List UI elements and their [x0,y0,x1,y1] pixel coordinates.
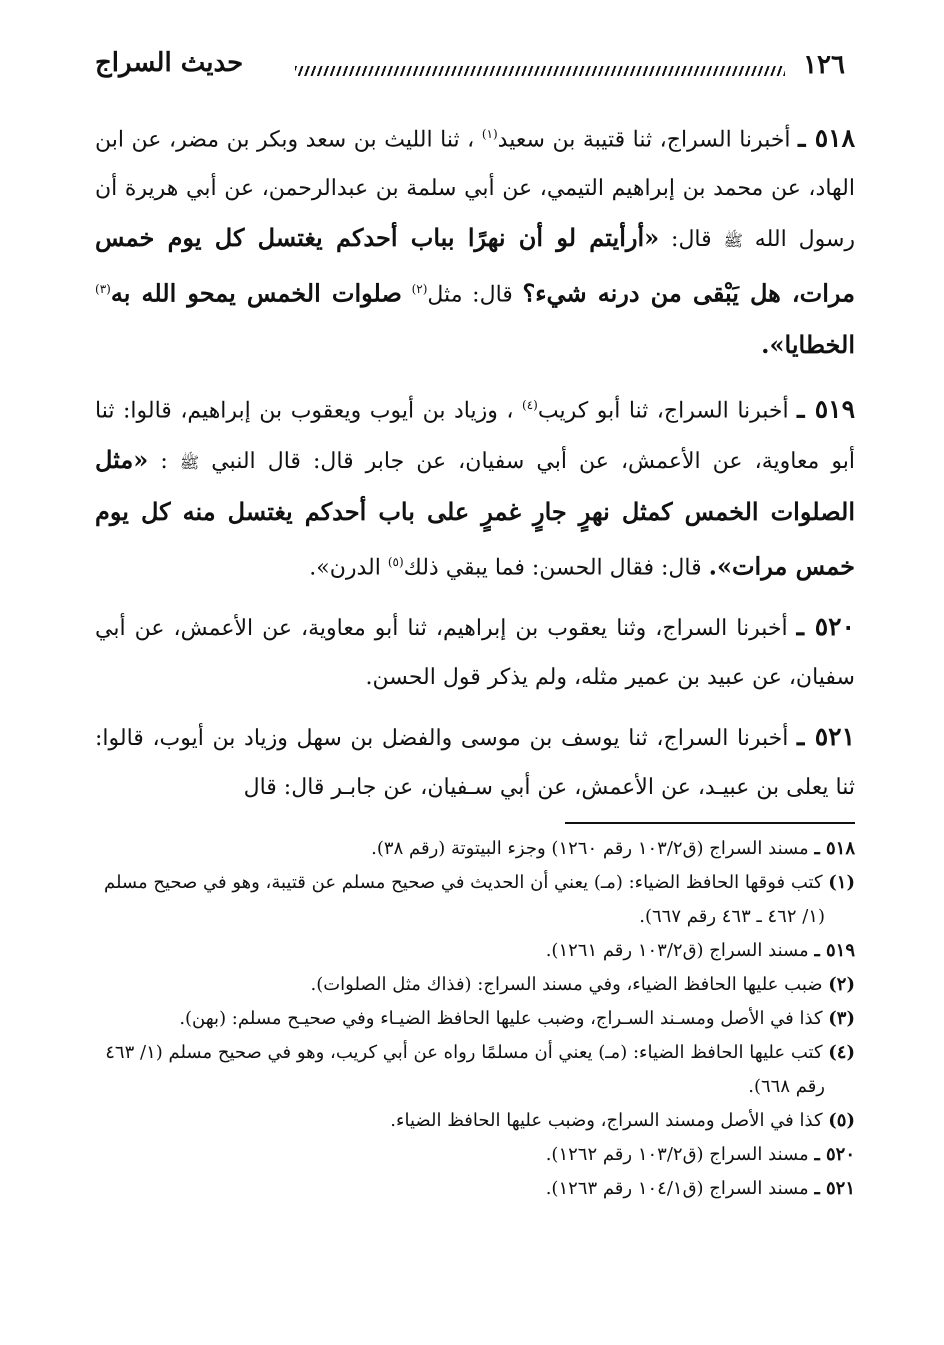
matn-text: الخطايا». [761,329,855,359]
footnote-source [95,832,855,866]
footnote-label: (١) [828,872,855,894]
footnote-note [95,1104,855,1138]
isnad-text: أخبرنا السراج، ثنا أبو كريب [537,397,789,423]
footnote-label: ٥١٨ ـ [814,838,855,860]
footnote-text: مسند السراج (ق١٠٤/١ رقم ١٢٦٣). [545,1178,809,1200]
hadith-number: ٥١٩ ـ [797,393,856,423]
footnote-text: كتب فوقها الحافظ الضياء: (مـ) يعني أن الحديث في صحيح مسلم عن قتيبة، وهو في صحيح مسلم (١/ ٤٦٢ ـ ٤٦٣ رقم ٦٦٧). [103,872,825,928]
narration-text: الدرن». [309,555,381,581]
footnote-ref: (٣) [95,282,111,297]
hadith-number: ٥١٨ ـ [798,123,856,153]
footnote-label: (٢) [828,974,855,996]
book-page [95,40,855,1320]
footnote-label: (٥) [828,1110,855,1132]
isnad-text: أخبرنا السراج، ثنا قتيبة بن سعيد [497,127,791,153]
isnad-text: ، ثنا الليث بن سعد وبكر بن مضر، عن ابن الهاد، عن محمد بن إبراهيم التيمي، عن أبي سلمة بن عبدالرحمن، عن أبي هريرة أن رسول الله [95,127,855,253]
hadith-518 [95,110,855,371]
footnote-source [95,1138,855,1172]
footnote-note [95,968,855,1002]
footnote-ref: (٤) [522,397,538,412]
salutation-glyph: ﷺ [723,231,743,251]
salutation-glyph: ﷺ [179,452,200,472]
footnote-note [95,1036,855,1104]
narration-text: قال: فقال الحسن: فما يبقي ذلك [403,555,702,581]
isnad-text: قال: [671,227,712,253]
matn-text: صلوات الخمس يمحو الله به [110,278,402,308]
running-title: حديث السراج [95,48,244,78]
footnote-label: (٤) [828,1042,855,1064]
footnote-text: كذا في الأصل ومسـند السـراج، وضبب عليها الحافظ الضيـاء وفي صحيـح مسلم: (بهن). [179,1008,823,1030]
footnote-source [95,1172,855,1206]
hadith-number: ٥٢١ ـ [797,722,856,752]
hadith-519 [95,381,855,593]
footnote-label: (٣) [828,1008,855,1030]
hadith-number: ٥٢٠ ـ [796,612,855,642]
footnote-label: ٥١٩ ـ [814,940,855,962]
footnote-text: مسند السراج (ق١٠٣/٢ رقم ١٢٦١). [545,940,809,962]
footnote-divider [565,822,855,824]
footnote-text: ضبب عليها الحافظ الضياء، وفي مسند السراج: (فذاك مثل الصلوات). [310,974,823,996]
footnote-text: كذا في الأصل ومسند السراج، وضبب عليها الحافظ الضياء. [390,1110,823,1132]
page-header [95,40,855,100]
footnote-ref: (٥) [387,554,404,569]
matn-text: «مثل الصلوات الخمس كمثل نهرٍ جارٍ غمرٍ على باب أحدكم يغتسل منه كل يوم خمس مرات». [95,444,855,581]
page-number: ١٢٦ [803,50,845,80]
isnad-text: ، وزياد بن أيوب ويعقوب بن إبراهيم، قالوا: ثنا أبو معاوية، عن الأعمش، عن أبي سفيان، عن جابر قال: قال النبي [95,397,855,474]
isnad-text: : [160,448,168,474]
hadith-520 [95,602,855,702]
hadith-521 [95,712,855,812]
footnote-text: كتب عليها الحافظ الضياء: (مـ) يعني أن مسلمًا رواه عن أبي كريب، وهو في صحيح مسلم (١/ ٤٦٣ رقم ٦٦٨). [105,1042,825,1098]
footnote-note [95,866,855,934]
footnotes [95,832,855,1206]
footnote-text: مسند السراج (ق١٠٣/٢ رقم ١٢٦٠) وجزء البيتوتة (رقم ٣٨). [371,838,809,860]
footnote-label: ٥٢٠ ـ [814,1144,855,1166]
footnote-label: ٥٢١ ـ [814,1178,855,1200]
footnote-text: مسند السراج (ق١٠٣/٢ رقم ١٢٦٢). [545,1144,809,1166]
main-text [95,110,855,812]
footnote-ref: (١) [481,127,498,141]
footnote-note [95,1002,855,1036]
header-ornament-rule [295,66,785,76]
footnote-ref: (٢) [411,282,428,297]
hadith-text: أخبرنا السراج، ثنا يوسف بن موسى والفضل بن سهل وزياد بن أيوب، قالوا: ثنا يعلى بن عبيـد، عن الأعمش، عن أبي سـفيان، عن جابـر قال: قال [95,726,855,801]
narration-text: قال: مثل [427,282,513,308]
hadith-text: أخبرنا السراج، وثنا يعقوب بن إبراهيم، ثنا أبو معاوية، عن الأعمش، عن أبي سفيان، عن عبيد بن عمير مثله، ولم يذكر قول الحسن. [95,616,855,691]
footnote-source [95,934,855,968]
matn-text: «أرأيتم لو أن نهرًا بباب أحدكم يغتسل كل يوم خمس مرات، هل يَبْقى من درنه شيء؟ [95,223,855,308]
